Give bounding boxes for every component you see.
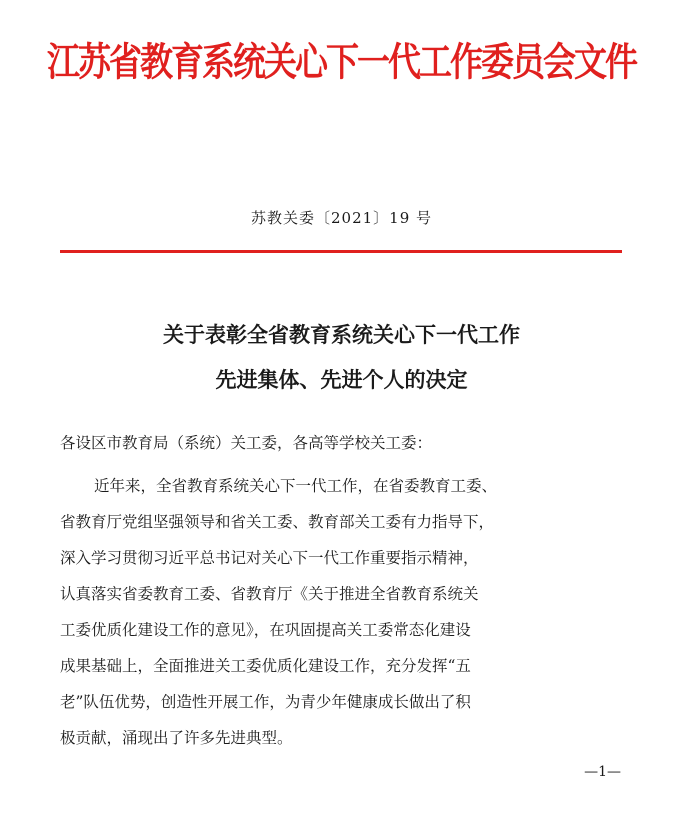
document-title-line-2: 先进集体、先进个人的决定 — [215, 368, 468, 392]
body-line: 老”队伍优势，创造性开展工作，为青少年健康成长做出了积 — [60, 693, 471, 711]
letterhead-title: 江苏省教育系统关心下一代工作委员会文件 — [47, 39, 636, 86]
body-line: 认真落实省委教育工委、省教育厅《关于推进全省教育系统关 — [60, 585, 479, 603]
body-line: 成果基础上，全面推进关工委优质化建设工作，充分发挥“五 — [60, 657, 471, 675]
page-number: —1— — [584, 764, 621, 780]
body-line: 极贡献，涌现出了许多先进典型。 — [60, 729, 293, 747]
document-title-line-1: 关于表彰全省教育系统关心下一代工作 — [163, 323, 520, 347]
red-divider — [60, 250, 622, 253]
body-line: 工委优质化建设工作的意见》，在巩固提高关工委常态化建设 — [60, 621, 471, 639]
body-line: 深入学习贯彻习近平总书记对关心下一代工作重要指示精神， — [60, 549, 479, 567]
salutation: 各设区市教育局（系统）关工委，各高等学校关工委： — [60, 434, 433, 452]
body-line: 省教育厅党组坚强领导和省关工委、教育部关工委有力指导下， — [60, 513, 495, 531]
body-line: 近年来，全省教育系统关心下一代工作，在省委教育工委、 — [94, 477, 498, 495]
document-number: 苏教关委〔2021〕19 号 — [250, 209, 433, 227]
